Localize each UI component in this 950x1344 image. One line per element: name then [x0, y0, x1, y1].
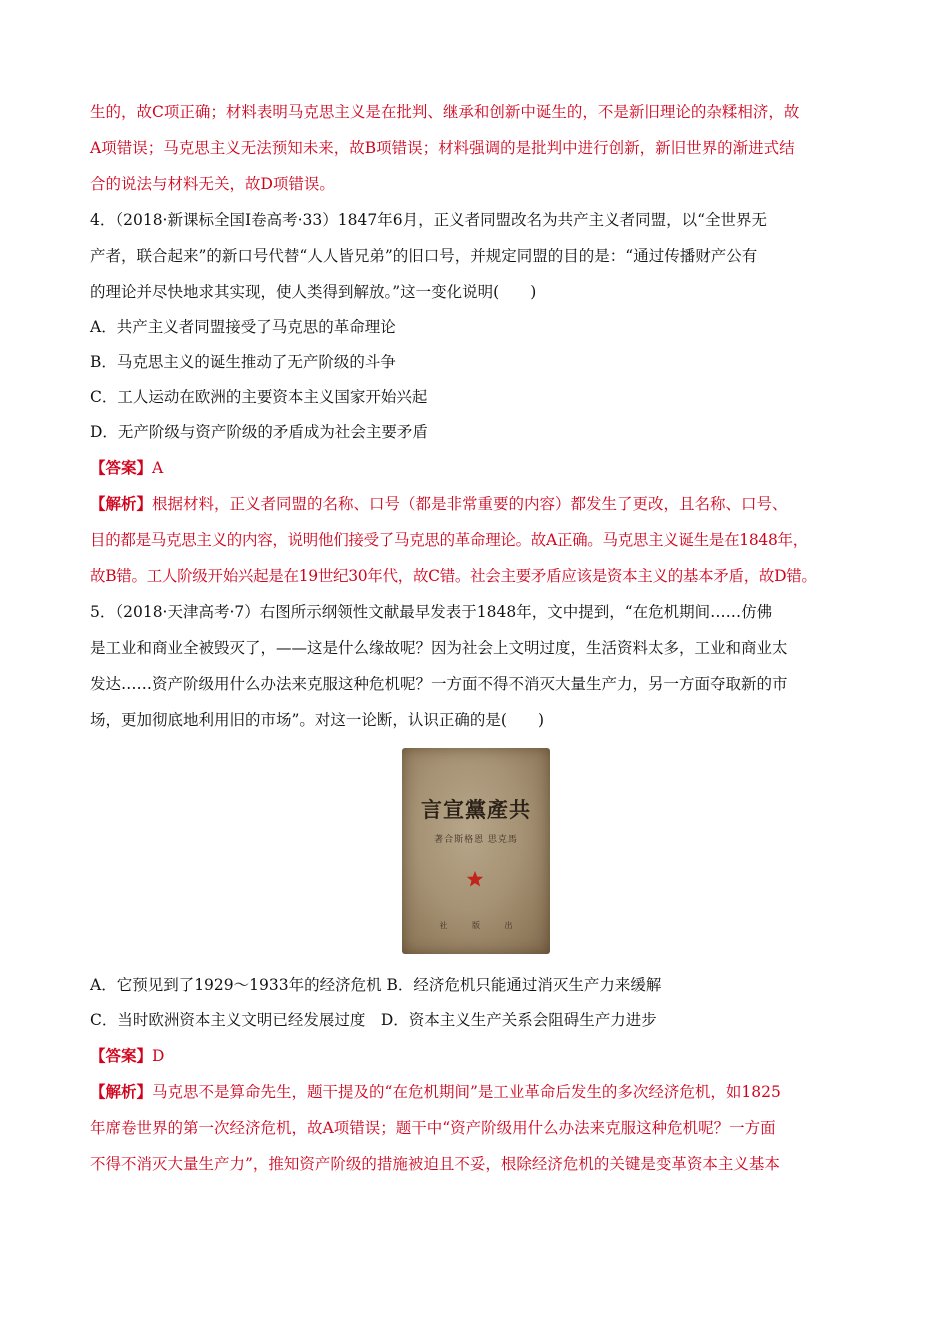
analysis-line: A项错误；马克思主义无法预知未来，故B项错误；材料强调的是批判中进行创新，新旧世界的渐进式结: [90, 139, 795, 157]
book-publisher: 社 版 出: [439, 921, 513, 930]
book-cover-image: [402, 748, 550, 954]
analysis-text: 马克思不是算命先生，题干提及的“在危机期间”是工业革命后发生的多次经济危机，如1825: [152, 1083, 781, 1101]
red-star-icon: [466, 870, 484, 888]
question-4: [90, 202, 862, 594]
question-stem-line: 4．（2018·新课标全国Ⅰ卷高考·33）1847年6月，正义者同盟改名为共产主义者同盟，以“全世界无: [90, 211, 767, 229]
analysis-text: 根据材料，正义者同盟的名称、口号（都是非常重要的内容）都发生了更改，且名称、口号、: [152, 495, 788, 513]
analysis-line: 目的都是马克思主义的内容，说明他们接受了马克思的革命理论。故A正确。马克思主义诞生是在1848年，: [90, 531, 808, 549]
analysis-line: 合的说法与材料无关，故D项错误。: [90, 175, 335, 193]
question-stem-line: 是工业和商业全被毁灭了，——这是什么缘故呢？因为社会上文明过度，生活资料太多，工业和商业太: [90, 639, 788, 657]
option-c: C．工人运动在欧洲的主要资本主义国家开始兴起: [90, 388, 428, 406]
analysis-line: 年席卷世界的第一次经济危机，故A项错误；题干中“资产阶级用什么办法来克服这种危机呢？一方面: [90, 1119, 776, 1137]
book-authors: 著合斯格恩 思克馬: [434, 835, 518, 845]
analysis-line: 故B错。工人阶级开始兴起是在19世纪30年代，故C错。社会主要矛盾应该是资本主义的基本矛盾，故D错。: [90, 567, 817, 585]
book-cover-figure: [90, 748, 862, 954]
analysis-tag: 【解析】: [90, 494, 153, 513]
option-a-b: A．它预见到了1929～1933年的经济危机 B．经济危机只能通过消灭生产力来缓解: [90, 976, 662, 994]
answer-tag: 【答案】: [90, 458, 153, 477]
question-stem-line: 发达……资产阶级用什么办法来克服这种危机呢？一方面不得不消灭大量生产力，另一方面夺取新的市: [90, 675, 788, 693]
answer-value: D: [152, 1047, 165, 1065]
question-stem-line: 的理论并尽快地求其实现，使人类得到解放。”这一变化说明( ): [90, 283, 537, 301]
analysis-line: 不得不消灭大量生产力”，推知资产阶级的措施被迫且不妥，根除经济危机的关键是变革资本主义基本: [90, 1155, 780, 1173]
option-b: B．马克思主义的诞生推动了无产阶级的斗争: [90, 353, 396, 371]
document-page: [90, 94, 862, 1182]
question-5: [90, 594, 862, 1182]
answer-value: A: [152, 459, 164, 477]
answer-line: [90, 1038, 862, 1074]
analysis-tag: 【解析】: [90, 1082, 153, 1101]
answer-tag: 【答案】: [90, 1046, 153, 1065]
question-stem-line: 5．（2018·天津高考·7）右图所示纲领性文献最早发表于1848年，文中提到，“在危机期间……仿佛: [90, 603, 773, 621]
option-c-d: C．当时欧洲资本主义文明已经发展过度 D．资本主义生产关系会阻碍生产力进步: [90, 1011, 657, 1029]
analysis-line: 生的，故C项正确；材料表明马克思主义是在批判、继承和创新中诞生的，不是新旧理论的杂糅相济，故: [90, 103, 800, 121]
option-d: D．无产阶级与资产阶级的矛盾成为社会主要矛盾: [90, 423, 428, 441]
option-a: A．共产主义者同盟接受了马克思的革命理论: [90, 318, 396, 336]
analysis-line: [90, 1074, 862, 1110]
analysis-line: [90, 486, 862, 522]
book-title: 言宣黨產共: [421, 797, 531, 822]
prev-analysis: [90, 94, 862, 202]
question-stem-line: 产者，联合起来”的新口号代替“人人皆兄弟”的旧口号，并规定同盟的目的是：“通过传播财产公有: [90, 247, 758, 265]
answer-line: [90, 450, 862, 486]
question-stem-line: 场，更加彻底地利用旧的市场”。对这一论断，认识正确的是( ): [90, 711, 545, 729]
